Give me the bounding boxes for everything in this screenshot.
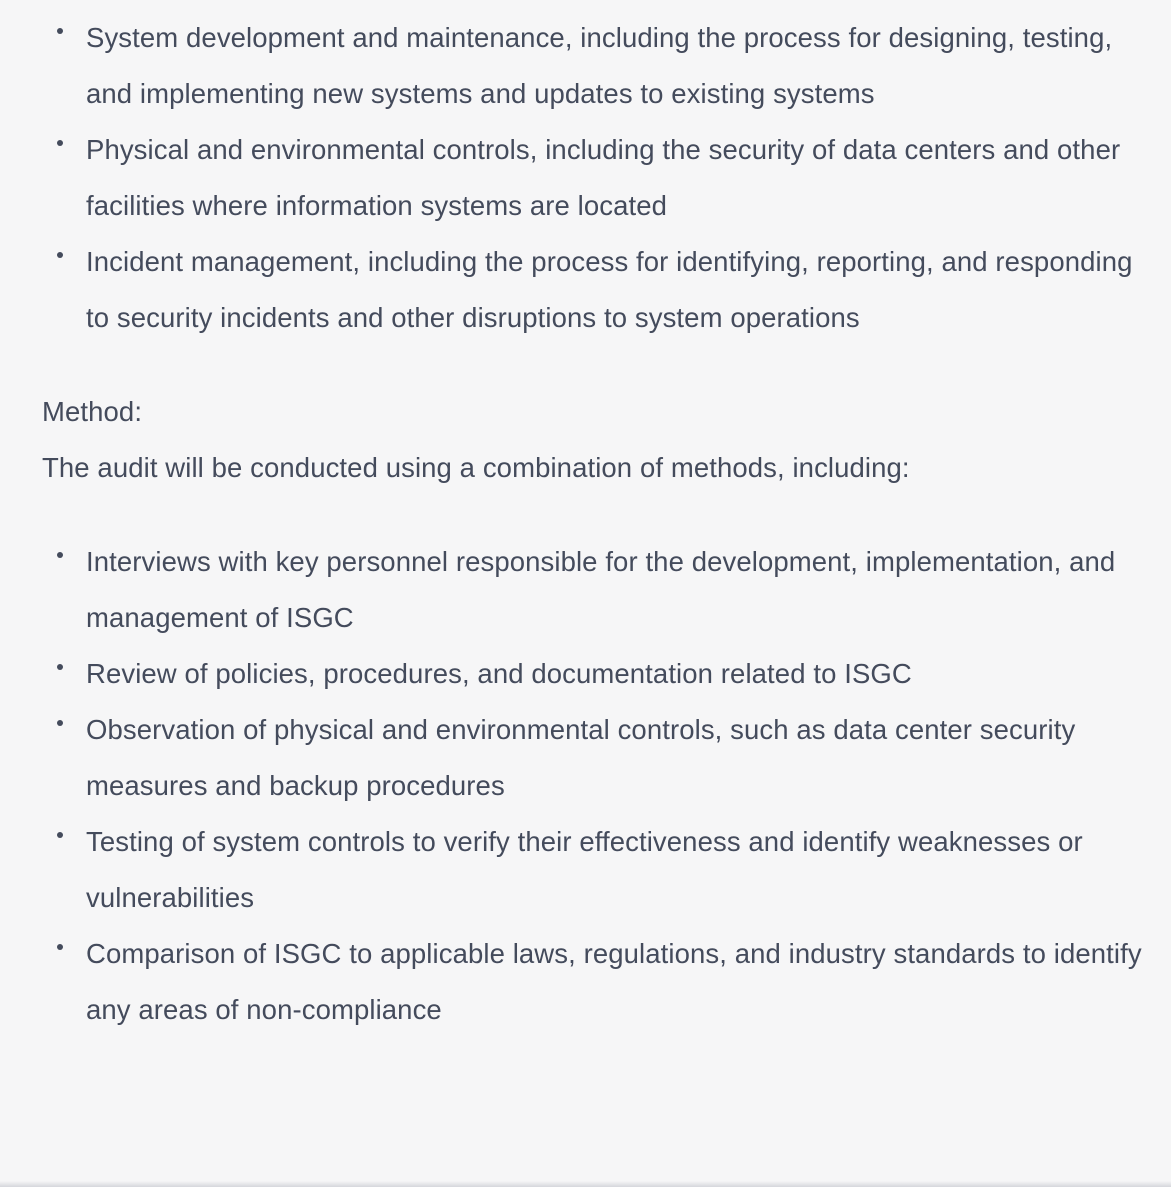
list-item-text: Testing of system controls to verify their effectiveness and identify weaknesses or vulnerabilities <box>86 826 1083 913</box>
method-intro-paragraph: The audit will be conducted using a combination of methods, including: <box>42 452 910 483</box>
audit-method-list <box>0 534 1171 1038</box>
list-item <box>0 10 1171 122</box>
list-item <box>0 926 1171 1038</box>
bullet-icon <box>57 252 63 258</box>
list-item <box>0 122 1171 234</box>
bullet-icon <box>57 140 63 146</box>
list-item-text: Physical and environmental controls, including the security of data centers and other facilities where information systems are located <box>86 134 1121 221</box>
viewport-bottom-edge <box>0 1181 1171 1187</box>
method-heading: Method: <box>42 396 143 427</box>
bullet-icon <box>57 552 63 558</box>
bullet-icon <box>57 944 63 950</box>
list-item <box>0 234 1171 346</box>
bullet-icon <box>57 28 63 34</box>
bullet-icon <box>57 832 63 838</box>
list-item-text: Observation of physical and environmental controls, such as data center security measures and backup procedures <box>86 714 1076 801</box>
list-item-text: Incident management, including the process for identifying, reporting, and responding to security incidents and other disruptions to system operations <box>86 246 1133 333</box>
list-item <box>0 814 1171 926</box>
list-item-text: Comparison of ISGC to applicable laws, regulations, and industry standards to identify any areas of non-compliance <box>86 938 1142 1025</box>
bullet-icon <box>57 664 63 670</box>
list-item-text: System development and maintenance, including the process for designing, testing, and implementing new systems and updates to existing systems <box>86 22 1113 109</box>
list-item <box>0 646 1171 702</box>
bullet-icon <box>57 720 63 726</box>
list-item <box>0 534 1171 646</box>
list-item-text: Interviews with key personnel responsible for the development, implementation, and management of ISGC <box>86 546 1116 633</box>
audit-scope-list <box>0 10 1171 346</box>
list-item <box>0 702 1171 814</box>
clipped-continuation-line <box>0 0 1171 10</box>
list-item-text: Review of policies, procedures, and documentation related to ISGC <box>86 658 912 689</box>
